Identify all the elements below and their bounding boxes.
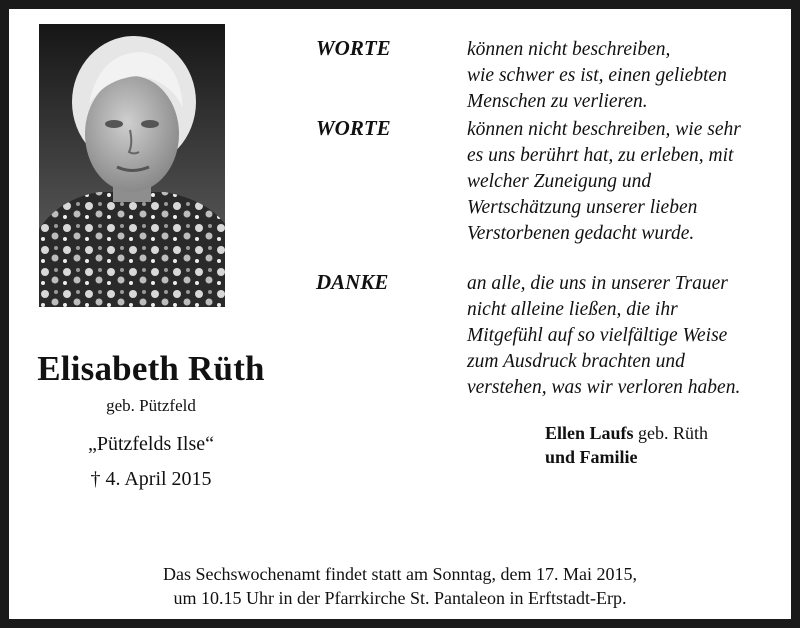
verse-line: an alle, die uns in unserer Trauer xyxy=(467,273,728,294)
portrait-photo xyxy=(39,24,225,307)
verse-line: wie schwer es ist, einen geliebten xyxy=(467,65,727,86)
verse-keyword-worte-1: WORTE xyxy=(316,36,391,60)
nickname: „Pützfelds Ilse“ xyxy=(87,433,215,455)
verse-line: welcher Zuneigung und xyxy=(467,171,652,192)
verse-text-2 xyxy=(467,117,797,247)
signature-name xyxy=(545,421,708,445)
footer-line-2: um 10.15 Uhr in der Pfarrkirche St. Pantaleon in Erftstadt-Erp. xyxy=(173,588,627,608)
verse-line: es uns berührt hat, zu erleben, mit xyxy=(467,145,734,166)
signature-bold-name: Ellen Laufs xyxy=(545,423,634,443)
signature-birth-name: geb. Rüth xyxy=(633,423,709,443)
verse-line: können nicht beschreiben, wie sehr xyxy=(467,119,741,140)
deceased-name: Elisabeth Rüth xyxy=(37,349,265,388)
birth-name: geb. Pützfeld xyxy=(106,396,196,415)
signature-family-text: und Familie xyxy=(545,447,638,467)
verse-line: Verstorbenen gedacht wurde. xyxy=(467,223,695,244)
signature-family xyxy=(545,445,638,469)
verse-keyword-worte-2: WORTE xyxy=(316,116,391,140)
portrait-image xyxy=(39,24,225,307)
verse-text-1 xyxy=(467,37,797,115)
verse-line: Mitgefühl auf so vielfältige Weise xyxy=(467,325,728,346)
death-date: † 4. April 2015 xyxy=(90,468,212,490)
verse-keyword-danke: DANKE xyxy=(316,270,389,294)
footer-line-1: Das Sechswochenamt findet statt am Sonntag, dem 17. Mai 2015, xyxy=(163,564,637,584)
verse-line: Wertschätzung unserer lieben xyxy=(467,197,698,218)
verse-text-3 xyxy=(467,271,797,401)
verse-line: Menschen zu verlieren. xyxy=(467,91,648,112)
verse-line: nicht alleine ließen, die ihr xyxy=(467,299,678,320)
verse-line: zum Ausdruck brachten und xyxy=(467,351,685,372)
verse-line: können nicht beschreiben, xyxy=(467,39,671,60)
service-announcement xyxy=(9,562,791,610)
verse-line: verstehen, was wir verloren haben. xyxy=(467,377,741,398)
